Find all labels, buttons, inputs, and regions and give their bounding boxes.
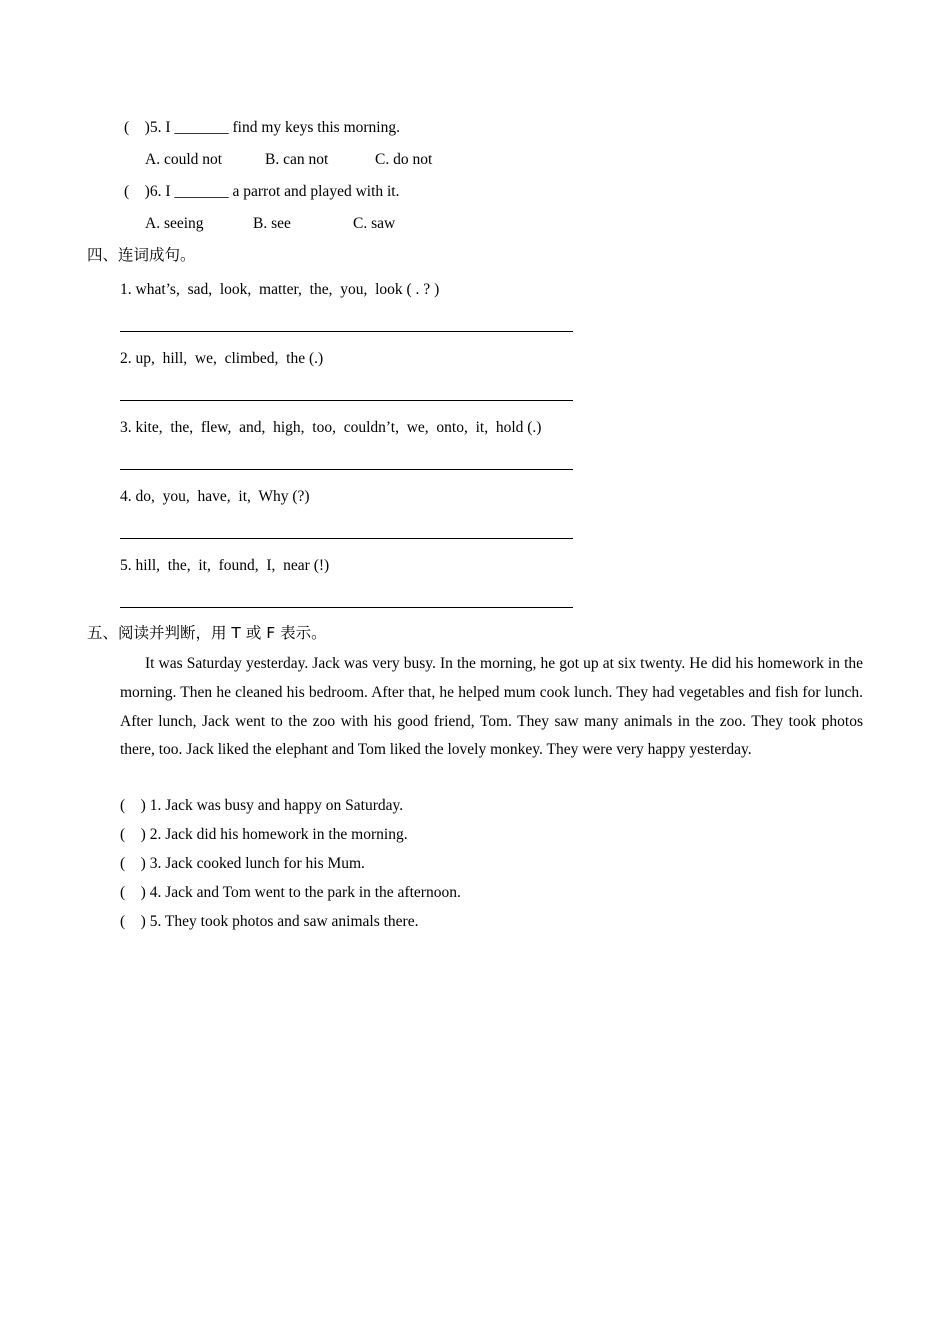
- q6-option-b: B. see: [253, 215, 291, 232]
- q5-option-c: C. do not: [375, 151, 433, 168]
- question-6: ( )6. I _______ a parrot and played with it.: [124, 183, 400, 200]
- answer-line-1[interactable]: [120, 331, 573, 332]
- sentence-item-2: 2. up, hill, we, climbed, the (.): [120, 350, 324, 367]
- sentence-item-3: 3. kite, the, flew, and, high, too, couldn’t, we, onto, it, hold (.): [120, 419, 542, 436]
- q6-option-a: A. seeing: [145, 215, 204, 232]
- q6-option-c: C. saw: [353, 215, 396, 232]
- q5-option-b: B. can not: [265, 151, 329, 168]
- answer-line-4[interactable]: [120, 538, 573, 539]
- sentence-item-5: 5. hill, the, it, found, I, near (!): [120, 557, 330, 574]
- answer-line-3[interactable]: [120, 469, 573, 470]
- judge-item-4: ( ) 4. Jack and Tom went to the park in the afternoon.: [120, 884, 461, 901]
- answer-line-5[interactable]: [120, 607, 573, 608]
- reading-passage: It was Saturday yesterday. Jack was very busy. In the morning, he got up at six twenty. He did his homework in the morning. Then he cleaned his bedroom. After that, he helped mum cook lunch. They had vegetables and fish for lunch. After lunch, Jack went to the zoo with his good friend, Tom. They saw many animals in the zoo. They took photos there, too. Jack liked the elephant and Tom liked the lovely monkey. They were very happy yesterday.: [120, 655, 863, 759]
- q5-option-a: A. could not: [145, 151, 223, 168]
- answer-line-2[interactable]: [120, 400, 573, 401]
- judge-item-1: ( ) 1. Jack was busy and happy on Saturday.: [120, 797, 404, 814]
- judge-item-5: ( ) 5. They took photos and saw animals there.: [120, 913, 419, 930]
- section-4-title: 四、连词成句。: [87, 246, 196, 264]
- sentence-item-4: 4. do, you, have, it, Why (?): [120, 488, 310, 505]
- section-5-title: 五、阅读并判断，用 T 或 F 表示。: [87, 624, 327, 642]
- sentence-item-1: 1. what’s, sad, look, matter, the, you, look ( . ? ): [120, 281, 440, 298]
- judge-item-3: ( ) 3. Jack cooked lunch for his Mum.: [120, 855, 365, 872]
- judge-item-2: ( ) 2. Jack did his homework in the morning.: [120, 826, 408, 843]
- question-5: ( )5. I _______ find my keys this morning.: [124, 119, 400, 136]
